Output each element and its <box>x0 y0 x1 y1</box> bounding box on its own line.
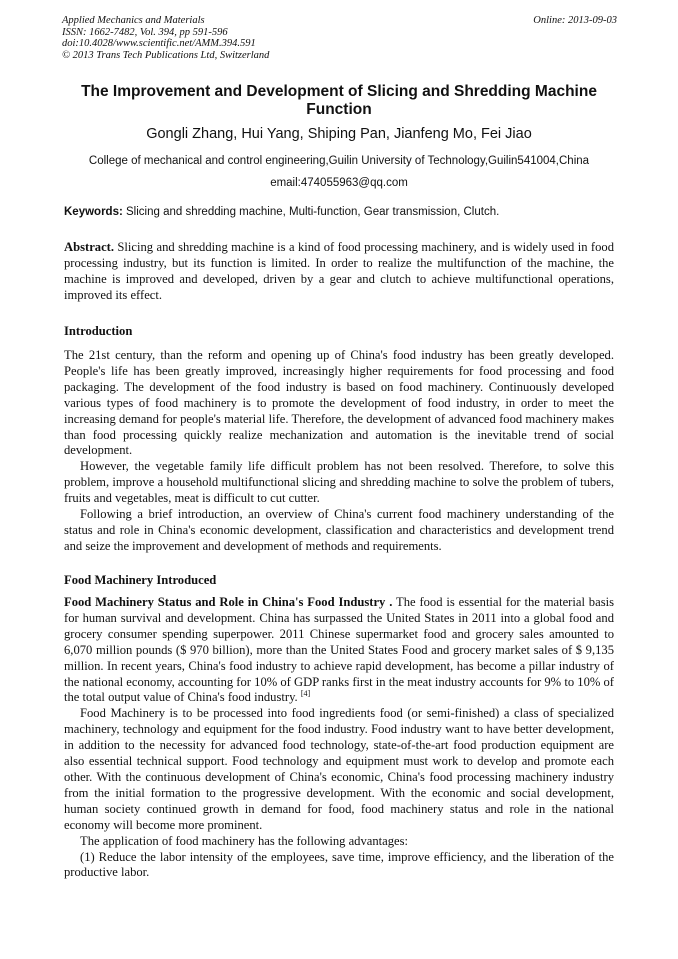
introduction-body <box>64 348 614 555</box>
affiliation: College of mechanical and control engineering,Guilin University of Technology,Guilin541004,China <box>88 155 590 167</box>
section-paragraph-1: The food is essential for the material basis for human survival and development. China has surpassed the United States in 2011 into a global food and grocery consumer spending superpower. 2011 Chinese supermarket food and grocery sales amounted to 6,070 million pounds ($ 970 billion), more than the United States Food and grocery market sales of $ 9,135 million. In recent years, China's food industry to achieve rapid development, has become a pillar industry of the national economy, accounting for 10% of GDP ranks first in the meat industry accounts for 9% to 10% of the total output value of China's food industry. <box>64 595 614 705</box>
journal-name: Applied Mechanics and Materials <box>62 15 205 26</box>
citation-ref: [4] <box>300 689 311 699</box>
intro-paragraph-2: However, the vegetable family life difficult problem has not been resolved. Therefore, to solve this problem, improve a household multifunctional slicing and shredding machine to solve the problem of tubers, fruits and vegetables, meat is difficult to cut cutter. <box>64 459 614 506</box>
paper-title: The Improvement and Development of Slicing and Shredding Machine Function <box>81 83 597 118</box>
doi-line: doi:10.4028/www.scientific.net/AMM.394.591 <box>62 38 256 49</box>
abstract-text: Slicing and shredding machine is a kind of food processing machinery, and is widely used in food processing industry, but its function is limited. In order to realize the multifunction of the machine, the machine is improved and developed, driven by a gear and clutch to achieve multifunctional operations, improved its effect. <box>64 240 615 302</box>
running-header <box>62 15 617 61</box>
section-paragraph-3: The application of food machinery has the following advantages: <box>80 833 409 848</box>
subsection-heading: Food Machinery Status and Role in China's Food Industry . <box>64 595 393 609</box>
section-heading-food-machinery: Food Machinery Introduced <box>64 573 217 587</box>
intro-paragraph-3: Following a brief introduction, an overview of China's current food machinery understanding of the status and role in China's economic development, classification and characteristics and development trend and seize the improvement and development of methods and requirements. <box>64 507 614 553</box>
section-paragraph-4: (1) Reduce the labor intensity of the employees, save time, improve efficiency, and the liberation of the productive labor. <box>64 849 614 880</box>
keywords <box>64 205 620 220</box>
section-paragraph-2: Food Machinery is to be processed into food ingredients food (or semi-finished) a class of specialized machinery, technology and equipment for the food industry. Food industry want to have better development, in addition to the necessity for advanced food technology, state-of-the-art food production equipment are also essential technical support. Food technology and equipment must work to develop and promote each other. With the continuous development of China's economic, China's food processing machinery industry from the initial formation to the progressive development. With the economic and social development, human society continued growth in demand for food, food machinery status and role in the national economy will become more prominent. <box>64 706 614 832</box>
issn-line: ISSN: 1662-7482, Vol. 394, pp 591-596 <box>62 26 228 38</box>
section-body <box>64 595 614 881</box>
copyright-line: © 2013 Trans Tech Publications Ltd, Switzerland <box>62 49 270 61</box>
email: email:474055963@qq.com <box>270 177 408 189</box>
keywords-label: Keywords: <box>64 206 123 218</box>
author-list: Gongli Zhang, Hui Yang, Shiping Pan, Jianfeng Mo, Fei Jiao <box>146 126 532 142</box>
keywords-text: Slicing and shredding machine, Multi-function, Gear transmission, Clutch. <box>126 206 500 218</box>
introduction-heading: Introduction <box>64 324 133 338</box>
abstract-label: Abstract. <box>64 240 115 254</box>
online-date: Online: 2013-09-03 <box>533 15 617 26</box>
affiliation-block <box>40 150 638 194</box>
intro-paragraph-1: The 21st century, than the reform and opening up of China's food industry has been greatly developed. People's life has been greatly improved, increasingly higher requirements for food processing and food packaging. The development of the food industry is based on food machinery. Continuously developed various types of food machinery is to promote the development of food industry, in order to meet the increasing demand for people's material life. Therefore, the development of advanced food machinery makes than food processing quickly realize mechanization and automation is the inevitable trend of social development. <box>64 348 614 458</box>
abstract <box>64 240 614 304</box>
